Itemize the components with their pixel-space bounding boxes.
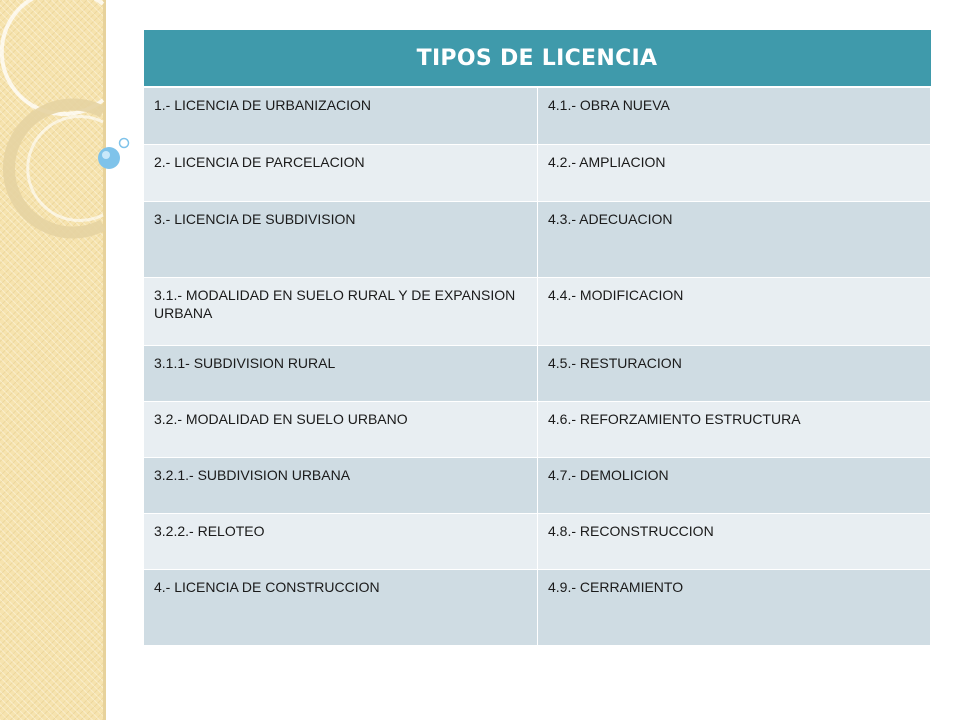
license-types-table	[143, 30, 931, 645]
table-row	[144, 346, 931, 402]
table-row	[144, 145, 931, 202]
license-cell: 3.2.- MODALIDAD EN SUELO URBANO	[144, 402, 538, 458]
subtype-cell: 4.1.- OBRA NUEVA	[538, 87, 931, 145]
subtype-cell: 4.2.- AMPLIACION	[538, 145, 931, 202]
table-row	[144, 458, 931, 514]
subtype-cell: 4.3.- ADECUACION	[538, 202, 931, 278]
table-row	[144, 514, 931, 570]
license-cell: 3.1.1- SUBDIVISION RURAL	[144, 346, 538, 402]
license-cell: 3.1.- MODALIDAD EN SUELO RURAL Y DE EXPANSION URBANA	[144, 278, 538, 346]
table-row	[144, 570, 931, 646]
decorative-rings	[0, 0, 140, 260]
subtype-cell: 4.5.- RESTURACION	[538, 346, 931, 402]
subtype-cell: 4.8.- RECONSTRUCCION	[538, 514, 931, 570]
table-row	[144, 278, 931, 346]
table-row	[144, 87, 931, 145]
blue-bubble-icon	[98, 147, 120, 169]
license-cell: 2.- LICENCIA DE PARCELACION	[144, 145, 538, 202]
subtype-cell: 4.9.- CERRAMIENTO	[538, 570, 931, 646]
license-cell: 3.2.1.- SUBDIVISION URBANA	[144, 458, 538, 514]
subtype-cell: 4.4.- MODIFICACION	[538, 278, 931, 346]
table-title: TIPOS DE LICENCIA	[144, 30, 931, 87]
license-cell: 1.- LICENCIA DE URBANIZACION	[144, 87, 538, 145]
table-row	[144, 402, 931, 458]
table-row	[144, 202, 931, 278]
subtype-cell: 4.7.- DEMOLICION	[538, 458, 931, 514]
license-cell: 3.2.2.- RELOTEO	[144, 514, 538, 570]
small-bubble-icon	[120, 139, 129, 148]
license-cell: 3.- LICENCIA DE SUBDIVISION	[144, 202, 538, 278]
bubble-highlight	[102, 151, 110, 159]
subtype-cell: 4.6.- REFORZAMIENTO ESTRUCTURA	[538, 402, 931, 458]
table-header-row	[144, 30, 931, 87]
license-cell: 4.- LICENCIA DE CONSTRUCCION	[144, 570, 538, 646]
